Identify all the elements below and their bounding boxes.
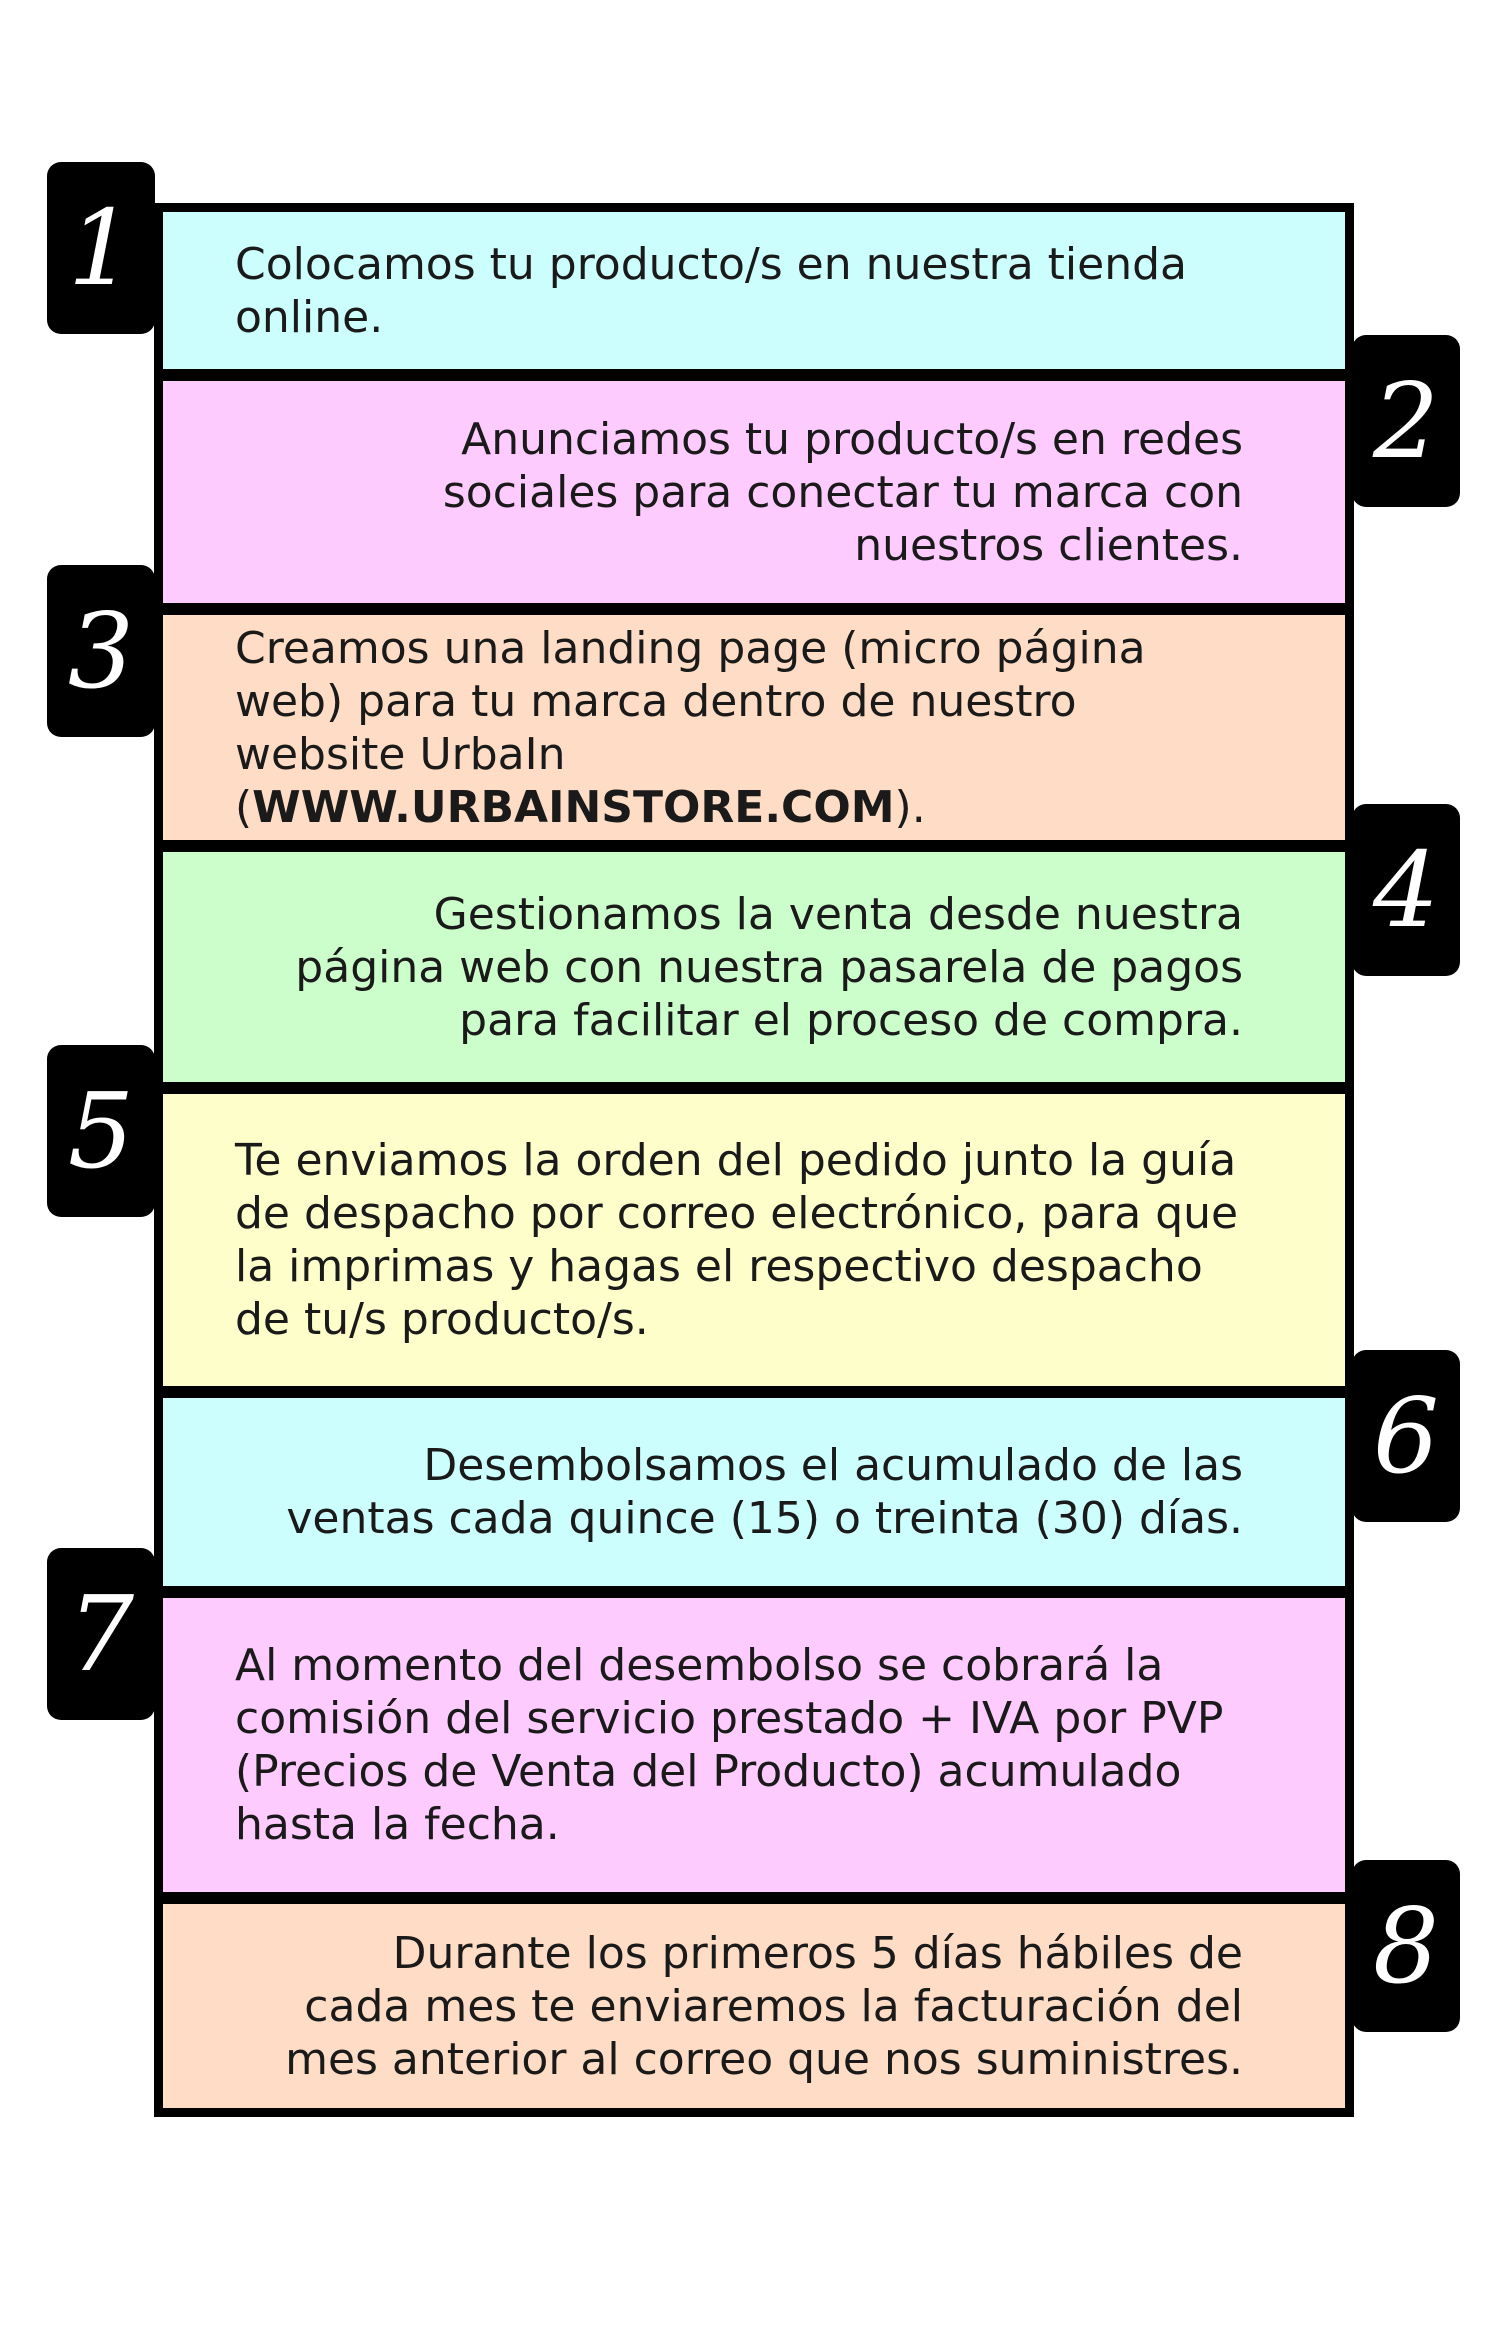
step-6-box: [154, 1389, 1354, 1595]
step-3-website-link: WWW.URBAINSTORE.COM: [252, 781, 895, 833]
step-4-text: Gestionamos la venta desde nuestra página web con nuestra pasarela de pagos para facilitar el proceso de compra.: [295, 888, 1243, 1046]
step-7-number-badge: 7: [47, 1548, 155, 1720]
step-2-box: [154, 372, 1354, 612]
step-3-text-after: ).: [894, 781, 926, 833]
step-2-number-badge: 2: [1352, 335, 1460, 507]
step-7-box: [154, 1589, 1354, 1901]
step-4-box: [154, 843, 1354, 1091]
step-8-box: [154, 1895, 1354, 2117]
step-3-box: [154, 606, 1354, 849]
step-5-box: [154, 1085, 1354, 1395]
step-8-number-badge: 8: [1352, 1860, 1460, 2032]
step-6-text: Desembolsamos el acumulado de las ventas cada quince (15) o treinta (30) días.: [286, 1440, 1243, 1544]
step-5-text: Te enviamos la orden del pedido junto la guía de despacho por correo electrónico, para que la imprimas y hagas el respectivo despacho de tu/s producto/s.: [235, 1135, 1239, 1345]
step-5-number-badge: 5: [47, 1045, 155, 1217]
step-8-text: Durante los primeros 5 días hábiles de cada mes te enviaremos la facturación del mes anterior al correo que nos suministres.: [285, 1927, 1243, 2085]
step-1-box: [154, 203, 1354, 378]
step-2-text: Anunciamos tu producto/s en redes sociales para conectar tu marca con nuestros clientes.: [442, 413, 1243, 571]
step-3-text: [163, 622, 1345, 834]
step-3-number-badge: 3: [47, 565, 155, 737]
step-1-number-badge: 1: [47, 162, 155, 334]
step-4-number-badge: 4: [1352, 804, 1460, 976]
step-1-text: Colocamos tu producto/s en nuestra tienda online.: [235, 238, 1187, 343]
step-7-text: Al momento del desembolso se cobrará la comisión del servicio prestado + IVA por PVP (Precios de Venta del Producto) acumulado hasta la fecha.: [235, 1640, 1224, 1850]
step-3-text-before: Creamos una landing page (micro página web) para tu marca dentro de nuestro website UrbaIn (: [235, 622, 1146, 833]
step-6-number-badge: 6: [1352, 1350, 1460, 1522]
